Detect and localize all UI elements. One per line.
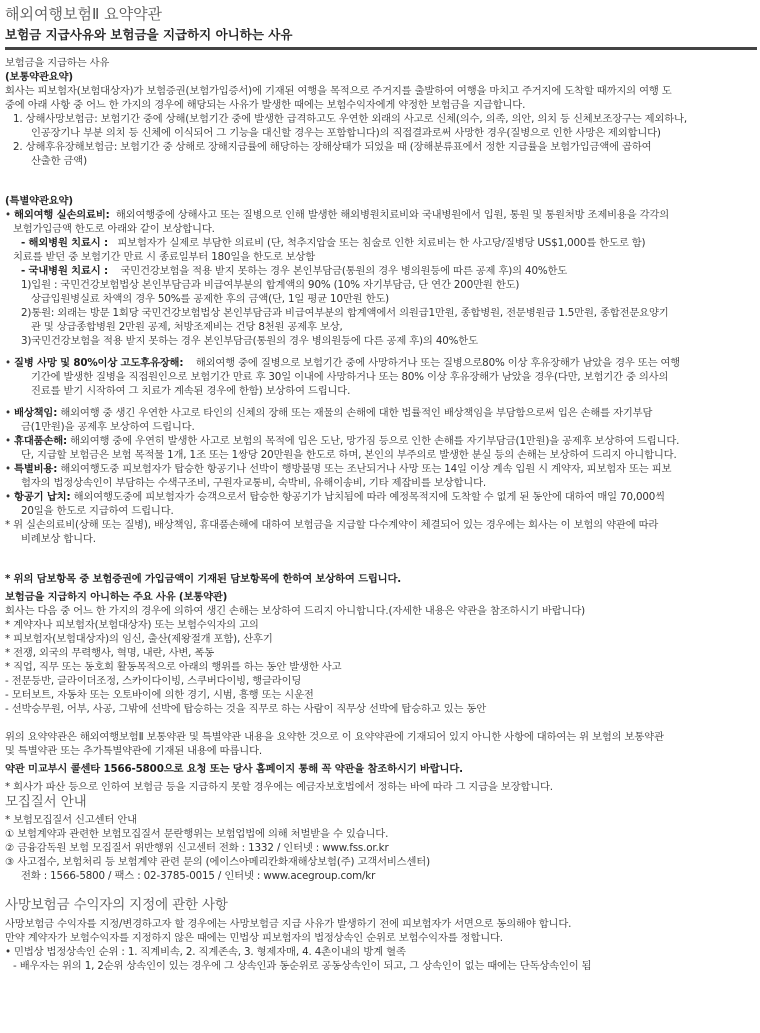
- special-extra: • 특별비용: 해외여행도중 피보험자가 탑승한 항공기나 선박이 행방불명 또는 조난되거나 사망 또는 14일 이상 계속 입원 시 계약자, 피보험자 또는 피보: [5, 463, 672, 475]
- basic-item-1: 1. 상해사망보험금: 보험기간 중에 상해(보험기간 중에 발생한 급격하고도 우연한 외래의 사고로 신체(의수, 의족, 의안, 의치 등 신체보조장구는 제외하나,: [13, 113, 687, 125]
- recruit-heading: 모집질서 안내: [5, 794, 87, 810]
- beneficiary-line: 만약 계약자가 보험수익자를 지정하지 않은 때에는 민법상 피보험자의 법정상속인 순위로 보험수익자를 정합니다.: [5, 932, 503, 944]
- domestic-item: 3)국민건강보험을 적용 받지 못하는 경우 본인부담금(통원의 경우 병의원등에 다른 공제 후)의 40%한도: [21, 335, 478, 347]
- basic-intro-line: 회사는 피보험자(보험대상자)가 보험증권(보험가입증서)에 기재된 여행을 목적으로 주거지를 출발하여 여행을 마치고 주거지에 도착할 때까지의 여행 도: [5, 85, 672, 97]
- special-goods-cont: 단, 지급할 보험금은 보험 목적물 1개, 1조 또는 1쌍당 20만원을 한도로 하며, 본인의 부주의로 발생한 분실 등의 손해는 보상하여 드리지 아니합니다.: [21, 449, 677, 461]
- exclusion-item: * 전쟁, 외국의 무력행사, 혁명, 내란, 사변, 폭동: [5, 647, 215, 659]
- beneficiary-line: 사망보험금 수익자를 지정/변경하고자 할 경우에는 사망보험금 지급 사유가 발생하기 전에 피보험자가 서면으로 동의해야 합니다.: [5, 918, 572, 930]
- exclusions-list: [5, 618, 757, 716]
- beneficiary-heading: 사망보험금 수익자의 지정에 관한 사항: [5, 897, 228, 913]
- special-disease-cont: 진료를 받기 시작하여 그 치료가 계속된 경우에 한함) 보상하여 드립니다.: [31, 385, 351, 397]
- domestic-item-cont: 상급입원병실료 차액의 경우 50%를 공제한 후의 금액(단, 1일 평균 10만원 한도): [31, 293, 390, 305]
- summary-note: 위의 요약약관은 해외여행보험Ⅱ 보통약관 및 특별약관 내용을 요약한 것으로 이 요약약관에 기재되어 있지 아니한 사항에 대하여는 위 보험의 보통약관: [5, 731, 664, 743]
- special-liability: • 배상책임: 해외여행 중 생긴 우연한 사고로 타인의 신체의 장해 또는 재물의 손해에 대한 법률적인 배상책임을 부담함으로써 입은 손해를 자기부담: [5, 407, 653, 419]
- special-delay: • 항공기 납치: 해외여행도중에 피보험자가 승객으로서 탑승한 항공기가 납치됨에 따라 예정목적지에 도착할 수 없게 된 동안에 대하여 매일 70,000씩: [5, 491, 665, 503]
- basic-item-1-cont: 인공장기나 부분 의치 등 신체에 이식되어 그 기능을 대신할 경우는 포함합니다)의 직접결과로써 사망한 경우(질병으로 인한 사망은 제외합니다): [31, 127, 661, 139]
- exclusion-item: - 전문등반, 글라이더조정, 스카이다이빙, 스쿠버다이빙, 행글라이딩: [5, 675, 302, 687]
- coverage-notice: * 위의 담보항목 중 보험증권에 가입금액이 기재된 담보항목에 한하여 보상하여 드립니다.: [5, 573, 402, 585]
- special-delay-cont: 20일을 한도로 지급하여 드립니다.: [21, 505, 174, 517]
- basic-heading: 보험금을 지급하는 사유: [5, 57, 110, 69]
- exclusion-item: * 직업, 직무 또는 동호회 활동목적으로 아래의 행위를 하는 동안 발생한 사고: [5, 661, 342, 673]
- domestic-item: 2)통원: 외래는 방문 1회당 국민건강보험법상 본인부담금과 비급여부분의 합계액에서 의원급1만원, 종합병원, 전문병원급 1.5만원, 종합전문요양기: [21, 307, 669, 319]
- exclusions-heading: 보험금을 지급하지 아니하는 주요 사유 (보통약관): [5, 591, 228, 603]
- medical-title: 해외여행 실손의료비:: [14, 209, 110, 221]
- recruit-line: ① 보험계약과 관련한 보험모집질서 문란행위는 보험업법에 의해 처벌받을 수 있습니다.: [5, 828, 389, 840]
- special-extra-cont: 험자의 법정상속인이 부담하는 수색구조비, 구원자교통비, 숙박비, 유해이송비, 기타 제잡비를 보상합니다.: [21, 477, 486, 489]
- special-disease-cont: 기간에 발생한 질병을 직접원인으로 보험기간 만료 후 30일 이내에 사망하거나 또는 80% 이상 후유장해가 남았을 경우(다만, 보험기간 중 의사의: [31, 371, 669, 383]
- summary-note-cont: 및 특별약관 또는 추가특별약관에 기재된 내용에 따릅니다.: [5, 745, 262, 757]
- basic-label: (보통약관요약): [5, 71, 73, 83]
- overseas-treatment-cont: 치료를 받던 중 보험기간 만료 시 종료일부터 180일을 한도로 보상함: [13, 251, 316, 263]
- recruit-line: ② 금융감독원 보험 모집질서 위반행위 신고센터 전화 : 1332 / 인터넷 : www.fss.or.kr: [5, 842, 389, 854]
- special-note-cont: 비례보상 합니다.: [21, 533, 96, 545]
- exclusion-item: * 계약자나 피보험자(보험대상자) 또는 보험수익자의 고의: [5, 619, 259, 631]
- beneficiary-line: - 배우자는 위의 1, 2순위 상속인이 있는 경우에 그 상속인과 동순위로 공동상속인이 되고, 그 상속인이 없는 때에는 단독상속인이 됨: [13, 960, 592, 972]
- special-liability-cont: 금(1만원)을 공제후 보상하여 드립니다.: [21, 421, 195, 433]
- document-body: [5, 50, 757, 973]
- special-medical-cont: 보험가입금액 한도로 아래와 같이 보상합니다.: [13, 223, 215, 235]
- domestic-treatment: - 국내병원 치료시 : 국민건강보험을 적용 받지 못하는 경우 본인부담금(통원의 경우 병의원등에 따른 공제 후)의 40%한도: [21, 265, 568, 277]
- special-medical: • 해외여행 실손의료비: 해외여행중에 상해사고 또는 질병으로 인해 발생한 해외병원치료비와 국내병원에서 입원, 통원 및 통원처방 조제비용을 각각의: [5, 209, 670, 221]
- exclusion-item: - 선박승무원, 어부, 사공, 그밖에 선박에 탑승하는 것을 직무로 하는 사람이 직무상 선박에 탑승하고 있는 동안: [5, 703, 487, 715]
- exclusion-item: * 피보험자(보험대상자)의 임신, 출산(제왕절개 포함), 산후기: [5, 633, 273, 645]
- exclusion-item: - 모터보트, 자동차 또는 오토바이에 의한 경기, 시범, 흥행 또는 시운전: [5, 689, 314, 701]
- domestic-item: 1)입원 : 국민건강보험법상 본인부담금과 비급여부분의 합계액의 90% (10% 자기부담금, 단 연간 200만원 한도): [21, 279, 520, 291]
- basic-item-2-cont: 산출한 금액): [31, 155, 87, 167]
- document: [5, 0, 757, 973]
- special-label: (특별약관요약): [5, 195, 73, 207]
- recruit-contact: 전화 : 1566-5800 / 팩스 : 02-3785-0015 / 인터넷 : www.acegroup.com/kr: [21, 870, 376, 882]
- domestic-item-cont: 관 및 상급종합병원 2만원 공제, 처방조제비는 건당 8천원 공제후 보상,: [31, 321, 343, 333]
- special-disease: • 질병 사망 및 80%이상 고도후유장해: 해외여행 중에 질병으로 보험기간 중에 사망하거나 또는 질병으로80% 이상 후유장해가 남았을 경우 또는 여행: [5, 357, 681, 369]
- recruit-line: ③ 사고접수, 보험처리 등 보험계약 관련 문의 (에이스아메리칸화재해상보험(주) 고객서비스센터): [5, 856, 430, 868]
- call-center-note: 약관 미교부시 콜센타 1566-5800으로 요청 또는 당사 홈페이지 통해 꼭 약관을 참조하시기 바랍니다.: [5, 763, 463, 775]
- document-title: 해외여행보험Ⅱ 요약약관: [5, 5, 163, 23]
- special-goods: • 휴대품손해: 해외여행 중에 우연히 발생한 사고로 보험의 목적에 입은 도난, 망가짐 등으로 인한 손해를 자기부담금(1만원)을 공제후 보상하여 드립니다.: [5, 435, 680, 447]
- recruit-line: * 보험모집질서 신고센터 안내: [5, 814, 137, 826]
- beneficiary-line: • 민법상 법정상속인 순위 : 1. 직계비속, 2. 직계존속, 3. 형제자매, 4. 4촌이내의 방계 혈족: [5, 946, 406, 958]
- exclusions-intro: 회사는 다음 중 어느 한 가지의 경우에 의하여 생긴 손해는 보상하여 드리지 아니합니다.(자세한 내용은 약관을 참조하시기 바랍니다): [5, 605, 586, 617]
- special-note: * 위 실손의료비(상해 또는 질병), 배상책임, 휴대품손해에 대하여 보험금을 지급할 다수계약이 체결되어 있는 경우에는 회사는 이 보험의 약관에 따라: [5, 519, 659, 531]
- basic-item-2: 2. 상해후유장해보험금: 보험기간 중 상해로 장해지급률에 해당하는 장해상태가 되었을 때 (장해분류표에서 정한 지급률을 보험가입금액에 곱하여: [13, 141, 652, 153]
- basic-intro-line: 중에 아래 사항 중 어느 한 가지의 경우에 해당되는 사유가 발생한 때에는 보험수익자에게 약정한 보험금을 지급합니다.: [5, 99, 526, 111]
- document-subtitle: 보험금 지급사유와 보험금을 지급하지 아니하는 사유: [5, 27, 293, 42]
- bankruptcy-note: * 회사가 파산 등으로 인하여 보험금 등을 지급하지 못할 경우에는 예금자보호법에서 정하는 바에 따라 그 지급을 보장합니다.: [5, 781, 553, 793]
- overseas-treatment: - 해외병원 치료시 : 피보험자가 실제로 부담한 의료비 (단, 척추지압술 또는 침술로 인한 치료비는 한 사고당/질병당 US$1,000를 한도로 함): [21, 237, 646, 249]
